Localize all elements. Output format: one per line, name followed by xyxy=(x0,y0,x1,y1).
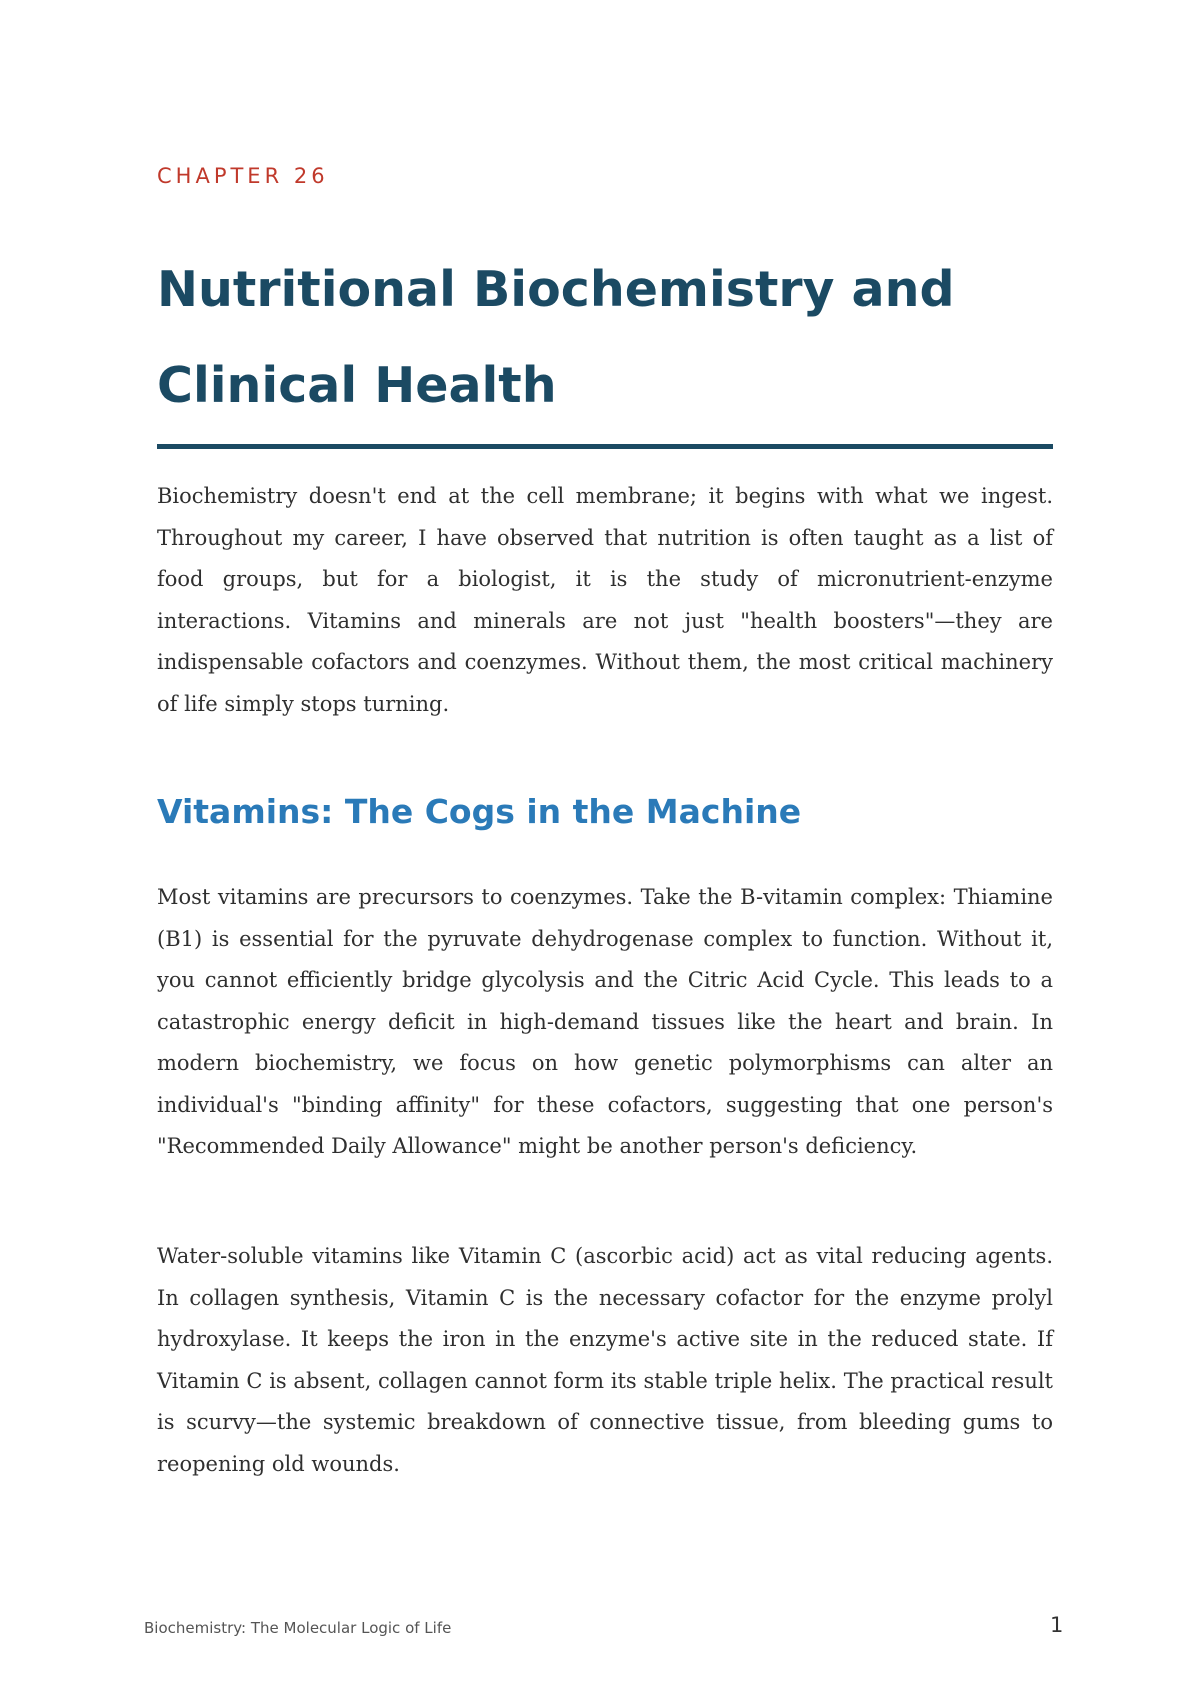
section-heading: Vitamins: The Cogs in the Machine xyxy=(157,792,802,831)
footer-book-title: Biochemistry: The Molecular Logic of Life xyxy=(144,1619,452,1637)
body-paragraph: Most vitamins are precursors to coenzymes. Take the B-vitamin complex: Thiamine (B1) is essential for the pyruvate dehydrogenase complex to function. Without it, you cannot efficiently bridge glycolysis and the Citric Acid Cycle. This leads to a catastrophic energy deficit in high-demand tissues like the heart and brain. In modern biochemistry, we focus on how genetic polymorphisms can alter an individual's "binding affinity" for these cofactors, suggesting that one person's "Recommended Daily Allowance" might be another person's deficiency. xyxy=(157,885,1053,1158)
chapter-label: CHAPTER 26 xyxy=(157,164,329,188)
chapter-title: Nutritional Biochemistry and Clinical Health xyxy=(157,261,955,414)
intro-paragraph: Biochemistry doesn't end at the cell membrane; it begins with what we ingest. Throughout my career, I have observed that nutrition is often taught as a list of food groups, but for a biologist, it is the study of micronutrient-enzyme interactions. Vitamins and minerals are not just "health boosters"—they are indispensable cofactors and coenzymes. Without them, the most critical machinery of life simply stops turning. xyxy=(157,484,1053,716)
body-paragraph: Water-soluble vitamins like Vitamin C (ascorbic acid) act as vital reducing agents. In collagen synthesis, Vitamin C is the necessary cofactor for the enzyme prolyl hydroxylase. It keeps the iron in the enzyme's active site in the reduced state. If Vitamin C is absent, collagen cannot form its stable triple helix. The practical result is scurvy—the systemic breakdown of connective tissue, from bleeding gums to reopening old wounds. xyxy=(157,1244,1053,1476)
page-number: 1 xyxy=(1050,1613,1064,1637)
title-divider xyxy=(157,444,1053,449)
